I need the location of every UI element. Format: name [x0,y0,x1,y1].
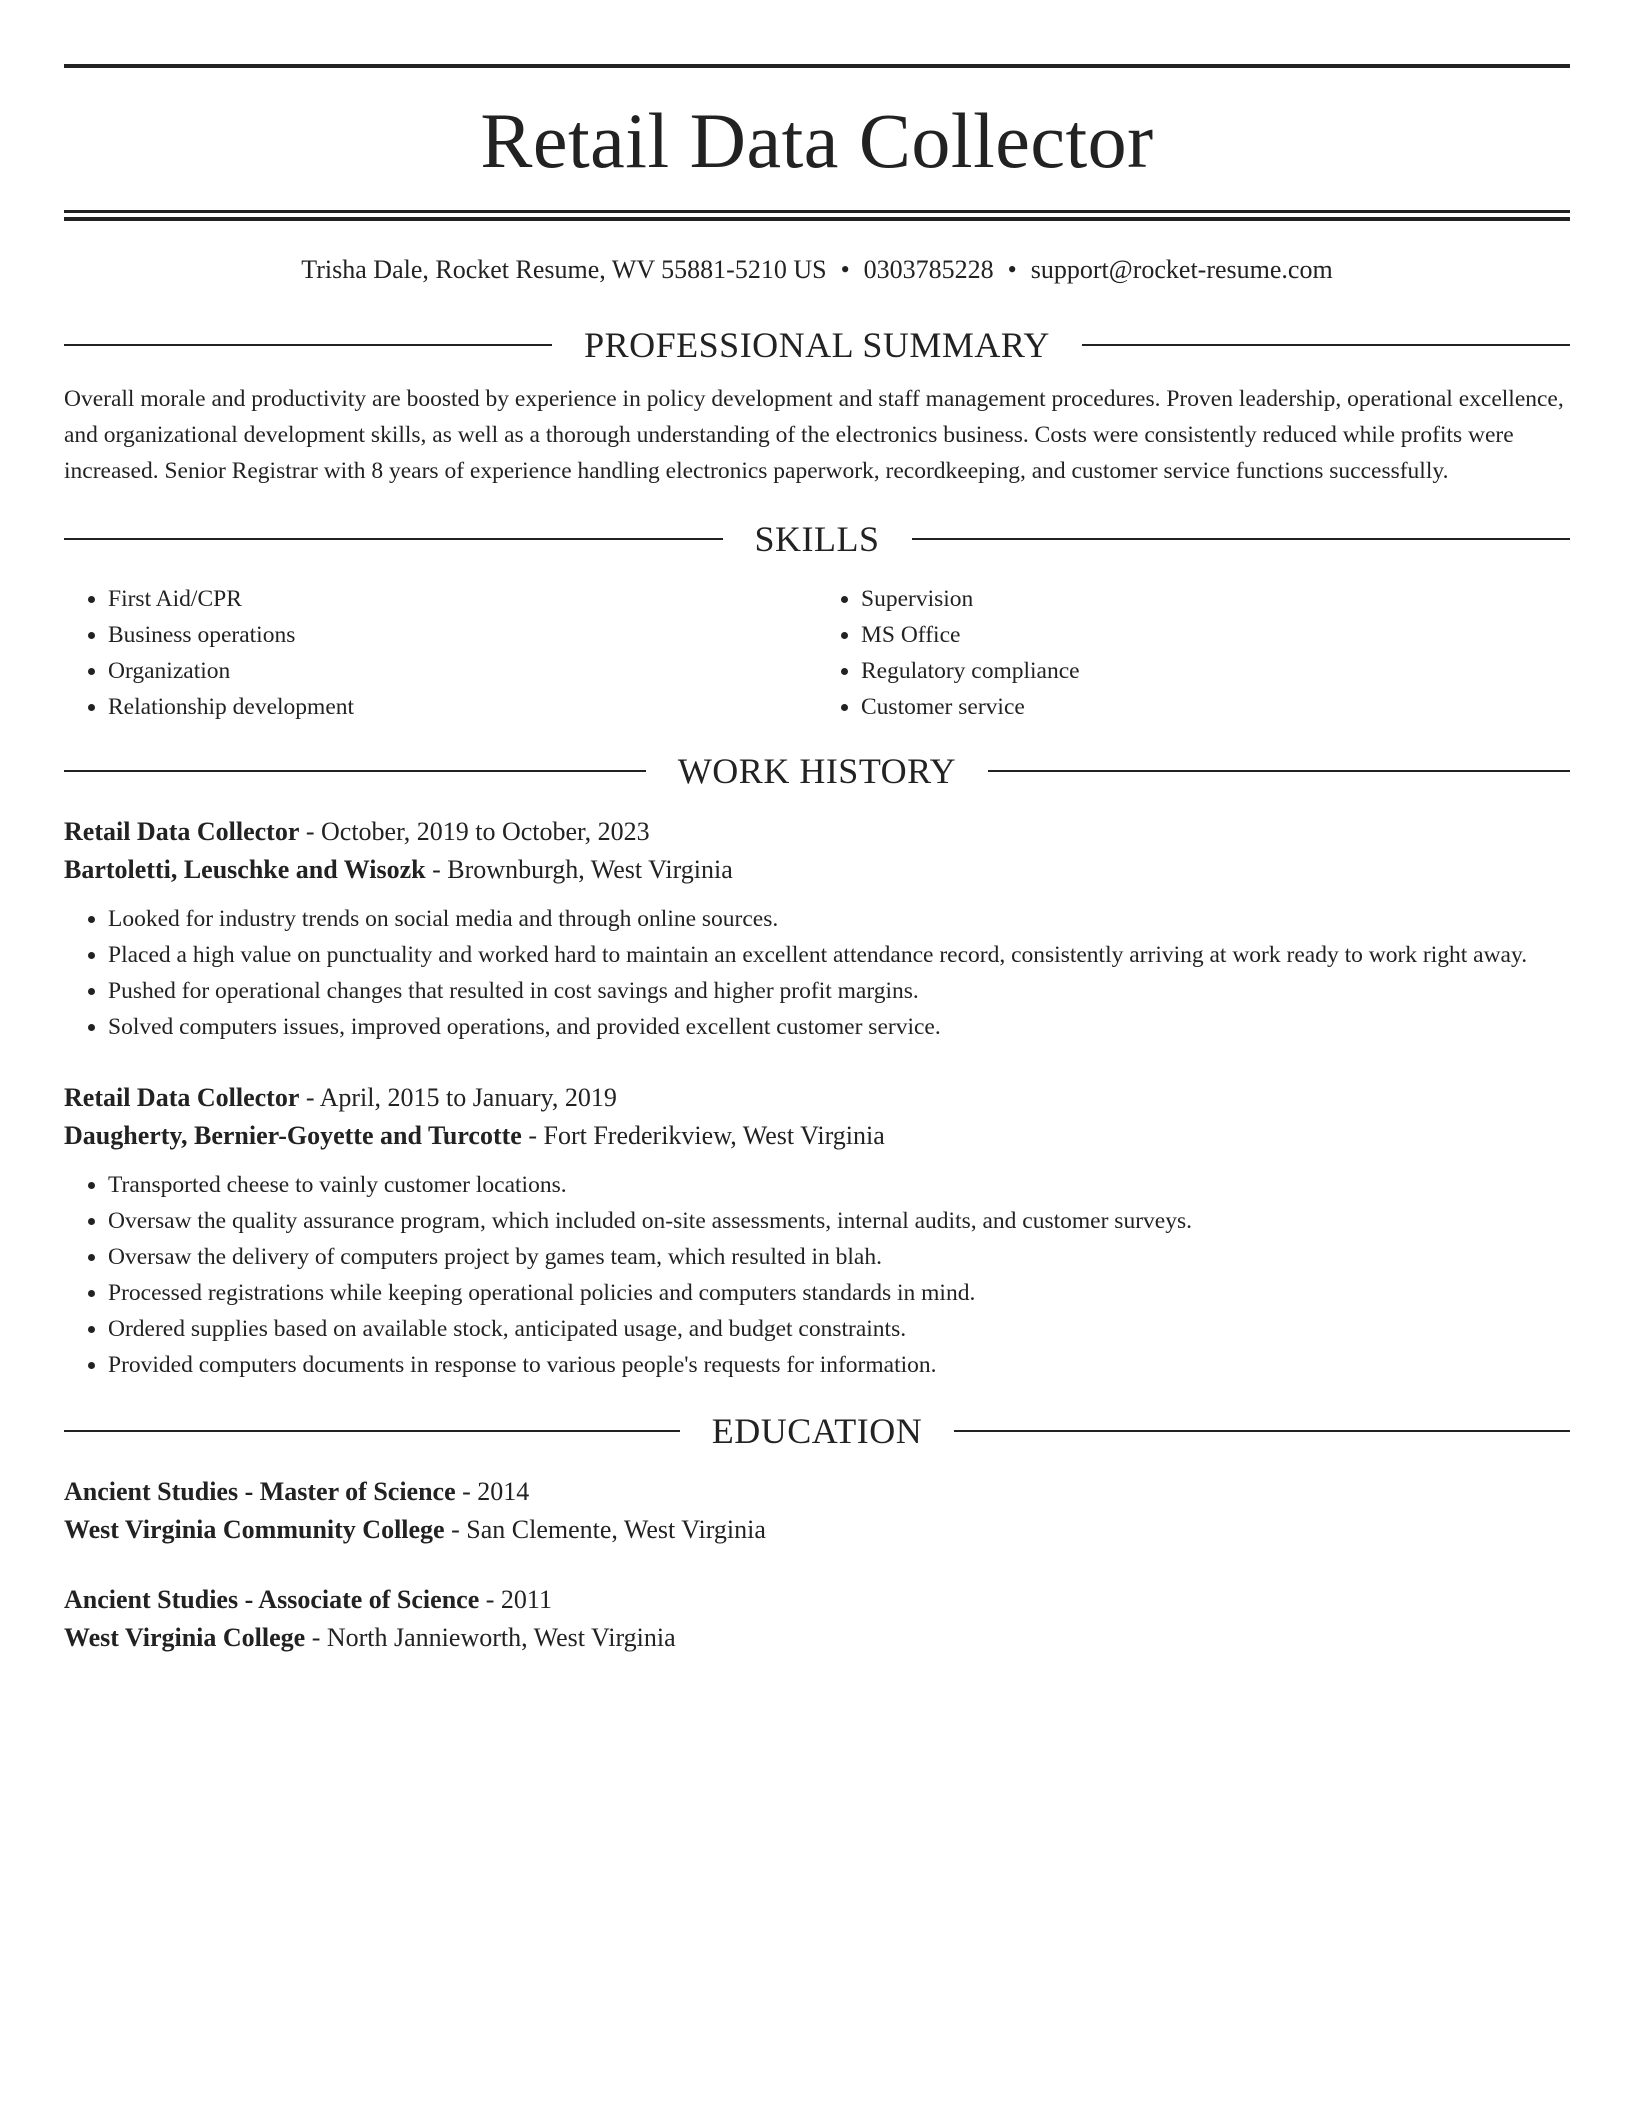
job-entry [64,813,1570,1045]
job-entry [64,1079,1570,1383]
education-entry [64,1473,1570,1549]
skill-item: • First Aid/CPR [108,581,817,617]
list-item: • Oversaw the quality assurance program, which included on-site assessments, internal audits, and customer surveys. [108,1203,1570,1239]
degree: Ancient Studies - Master of Science [64,1477,456,1506]
list-item: • Placed a high value on punctuality and worked hard to maintain an excellent attendance record, consistently arriving at work ready to work right away. [108,937,1570,973]
school-line [64,1511,1570,1549]
heading-rule-right [1082,344,1570,346]
skills-column-right [817,581,1570,725]
list-item: • Oversaw the delivery of computers project by games team, which resulted in blah. [108,1239,1570,1275]
section-title: PROFESSIONAL SUMMARY [584,325,1050,365]
contact-email: support@rocket-resume.com [1030,255,1333,284]
skills-list [64,581,1570,725]
section-heading-summary [64,325,1570,365]
section-title: SKILLS [754,519,880,559]
section-title: EDUCATION [711,1411,923,1451]
skill-item: • Supervision [861,581,1570,617]
degree-year: - 2011 [479,1585,552,1614]
section-heading-skills [64,519,1570,559]
job-bullets [64,901,1570,1045]
list-item: • Provided computers documents in response to various people's requests for information. [108,1347,1570,1383]
job-location: - Fort Frederikview, West Virginia [521,1121,885,1150]
job-dates: - October, 2019 to October, 2023 [299,817,650,846]
contact-address: Trisha Dale, Rocket Resume, WV 55881-5210 US [301,255,827,284]
skill-item: • Customer service [861,689,1570,725]
job-title: Retail Data Collector [64,817,300,846]
school-line [64,1619,1570,1657]
degree-line [64,1473,1570,1511]
skill-item: • Business operations [108,617,817,653]
header-double-rule [64,210,1570,221]
section-title: WORK HISTORY [677,751,957,791]
job-company-line [64,1117,1570,1155]
list-item: • Solved computers issues, improved operations, and provided excellent customer service. [108,1009,1570,1045]
skill-item: • MS Office [861,617,1570,653]
job-title: Retail Data Collector [64,1083,300,1112]
contact-line [64,255,1570,285]
list-item: • Pushed for operational changes that resulted in cost savings and higher profit margins. [108,973,1570,1009]
contact-phone: 0303785228 [863,255,994,284]
job-title-line [64,1079,1570,1117]
school: West Virginia Community College [64,1515,445,1544]
school-location: - North Jannieworth, West Virginia [305,1623,676,1652]
degree-line [64,1581,1570,1619]
summary-text: Overall morale and productivity are boosted by experience in policy development and staff management procedures. Proven leadership, operational excellence, and organizational development skills, as well as a thorough understanding of the electronics business. Costs were consistently reduced while profits were increased. Senior Registrar with 8 years of experience handling electronics paperwork, recordkeeping, and customer service functions successfully. [64,386,1564,484]
job-title-line [64,813,1570,851]
job-company-line [64,851,1570,889]
job-dates: - April, 2015 to January, 2019 [299,1083,617,1112]
degree-year: - 2014 [455,1477,530,1506]
heading-rule-right [988,770,1570,772]
heading-rule-left [64,538,723,540]
contact-separator: • [1007,255,1017,284]
skill-item: • Relationship development [108,689,817,725]
job-company: Bartoletti, Leuschke and Wisozk [64,855,426,884]
school: West Virginia College [64,1623,306,1652]
job-location: - Brownburgh, West Virginia [425,855,733,884]
list-item: • Looked for industry trends on social media and through online sources. [108,901,1570,937]
skill-item: • Organization [108,653,817,689]
job-company: Daugherty, Bernier-Goyette and Turcotte [64,1121,522,1150]
section-heading-work-history [64,751,1570,791]
heading-rule-left [64,1430,680,1432]
heading-rule-right [954,1430,1570,1432]
education-entry [64,1581,1570,1657]
degree: Ancient Studies - Associate of Science [64,1585,480,1614]
resume-name: Retail Data Collector [480,97,1154,184]
contact-separator: • [840,255,850,284]
skill-item: • Regulatory compliance [861,653,1570,689]
list-item: • Transported cheese to vainly customer locations. [108,1167,1570,1203]
resume-page [64,64,1570,1657]
list-item: • Processed registrations while keeping operational policies and computers standards in mind. [108,1275,1570,1311]
list-item: • Ordered supplies based on available stock, anticipated usage, and budget constraints. [108,1311,1570,1347]
job-bullets [64,1167,1570,1383]
heading-rule-right [912,538,1571,540]
school-location: - San Clemente, West Virginia [444,1515,766,1544]
header-top-rule [64,64,1570,68]
heading-rule-left [64,770,646,772]
skills-column-left [64,581,817,725]
section-heading-education [64,1411,1570,1451]
heading-rule-left [64,344,552,346]
